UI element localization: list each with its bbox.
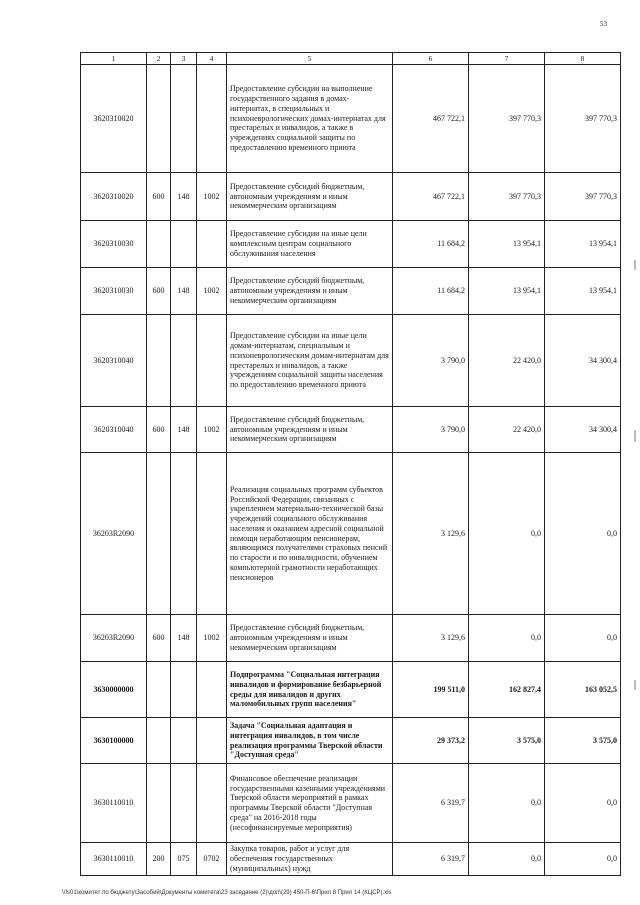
cell-c2: [147, 453, 171, 615]
cell-c2: 200: [147, 843, 171, 876]
margin-mark: [634, 430, 636, 442]
cell-code: 36203R2090: [81, 615, 147, 662]
page-number: 53: [600, 20, 607, 28]
cell-desc: Реализация социальных программ субъектов Российской Федерации, связанных с укреплением материально-технической базы учреждений социального обслуживания населения и оказанием адресной социальной помощи неработающим пенсионерам, являющимся получателями страховых пенсий по старости и по инвалидности, обучением компьютерной грамотности неработающих пенсионеров: [227, 453, 393, 615]
cell-v8: 0,0: [545, 615, 621, 662]
cell-desc: Предоставление субсидии на иные цели комплексным центрам социального обслуживания населения: [227, 221, 393, 268]
cell-desc: Предоставление субсидии на выполнение государственного задания в домах-интернатах, в специальных и психоневрологических домах-интернатах для престарелых и инвалидов, а также в учреждениях социальной защиты по предоставлению временного приюта: [227, 65, 393, 173]
cell-c4: [197, 221, 227, 268]
cell-c3: 148: [171, 615, 197, 662]
cell-code: 3620310040: [81, 407, 147, 453]
header-cell: 6: [393, 53, 469, 65]
cell-v6: 3 790,0: [393, 407, 469, 453]
cell-v7: 0,0: [469, 453, 545, 615]
cell-v7: 13 954,1: [469, 221, 545, 268]
cell-v6: 6 319,7: [393, 843, 469, 876]
cell-c2: [147, 65, 171, 173]
cell-v6: 11 684,2: [393, 268, 469, 315]
cell-v8: 13 954,1: [545, 221, 621, 268]
cell-desc: Финансовое обеспечение реализации государственными казенными учреждениями Тверской области мероприятий в рамках программы Тверской области "Доступная среда" на 2016-2018 годы (несофинансируемые мероприятия): [227, 764, 393, 843]
cell-v6: 3 129,6: [393, 615, 469, 662]
cell-v7: 397 770,3: [469, 65, 545, 173]
header-cell: 3: [171, 53, 197, 65]
table-row: [81, 662, 621, 718]
cell-c2: 600: [147, 407, 171, 453]
cell-desc: Предоставление субсидий бюджетным, автономным учреждениям и иным некоммерческим организациям: [227, 268, 393, 315]
cell-code: 3620310020: [81, 65, 147, 173]
cell-v7: 22 420,0: [469, 315, 545, 407]
cell-c3: [171, 221, 197, 268]
cell-c3: [171, 65, 197, 173]
cell-v8: 3 575,0: [545, 718, 621, 764]
cell-c3: 148: [171, 407, 197, 453]
cell-v6: 3 790,0: [393, 315, 469, 407]
budget-table: [80, 52, 621, 876]
table-row: [81, 843, 621, 876]
cell-v6: 11 684,2: [393, 221, 469, 268]
cell-v8: 397 770,3: [545, 65, 621, 173]
cell-c4: 1002: [197, 615, 227, 662]
cell-c2: 600: [147, 173, 171, 221]
header-cell: 8: [545, 53, 621, 65]
cell-v8: 397 770,3: [545, 173, 621, 221]
cell-desc: Подпрограмма "Социальная интеграция инвалидов и формирование безбарьерной среды для инвалидов и других маломобильных групп населения": [227, 662, 393, 718]
cell-v7: 13 954,1: [469, 268, 545, 315]
cell-v7: 0,0: [469, 615, 545, 662]
cell-c3: 075: [171, 843, 197, 876]
cell-code: 3620310020: [81, 173, 147, 221]
cell-code: 3620310030: [81, 221, 147, 268]
cell-desc: Предоставление субсидии на иные цели домам-интернатам, специальным и психоневрологическим домам-интернатам для престарелых и инвалидов, а также учреждениям социальной защиты населения по предоставлению временного приюта: [227, 315, 393, 407]
cell-c3: [171, 662, 197, 718]
cell-c3: [171, 764, 197, 843]
cell-desc: Предоставление субсидий бюджетным, автономным учреждениям и иным некоммерческим организациям: [227, 615, 393, 662]
cell-v7: 22 420,0: [469, 407, 545, 453]
cell-c4: [197, 453, 227, 615]
table-row: [81, 764, 621, 843]
margin-mark: [634, 680, 636, 690]
cell-v6: 199 511,0: [393, 662, 469, 718]
cell-code: 3630110010: [81, 764, 147, 843]
cell-v8: 34 300,4: [545, 407, 621, 453]
cell-code: 3630000000: [81, 662, 147, 718]
header-cell: 7: [469, 53, 545, 65]
cell-v8: 0,0: [545, 764, 621, 843]
table-row: [81, 268, 621, 315]
cell-v6: 29 373,2: [393, 718, 469, 764]
footer-file-path: \\fs01\комитет по бюджету\Засобий\Документы комитета\23 заседание (2)\доп\(29) 450-П-6\Прил 8 Прил 14 (КЦСР).xls: [62, 890, 392, 896]
header-cell: 5: [227, 53, 393, 65]
cell-v6: 467 722,1: [393, 65, 469, 173]
cell-v8: 0,0: [545, 453, 621, 615]
cell-v8: 34 300,4: [545, 315, 621, 407]
cell-c2: [147, 718, 171, 764]
cell-v8: 0,0: [545, 843, 621, 876]
cell-v6: 6 319,7: [393, 764, 469, 843]
cell-c2: 600: [147, 615, 171, 662]
cell-desc: Задача "Социальная адаптация и интеграция инвалидов, в том числе реализация программы Тверской области "Доступная среда": [227, 718, 393, 764]
cell-v6: 467 722,1: [393, 173, 469, 221]
margin-mark: [634, 260, 636, 270]
cell-code: 3630110010: [81, 843, 147, 876]
cell-c4: [197, 315, 227, 407]
table-row: [81, 65, 621, 173]
header-cell: 2: [147, 53, 171, 65]
cell-c2: [147, 315, 171, 407]
cell-code: 36203R2090: [81, 453, 147, 615]
cell-c3: [171, 453, 197, 615]
cell-desc: Предоставление субсидий бюджетным, автономным учреждениям и иным некоммерческим организациям: [227, 173, 393, 221]
cell-c3: [171, 315, 197, 407]
cell-v7: 397 770,3: [469, 173, 545, 221]
cell-c4: [197, 764, 227, 843]
table-row: [81, 173, 621, 221]
table-row: [81, 315, 621, 407]
table-row: [81, 615, 621, 662]
cell-c4: 1002: [197, 173, 227, 221]
cell-c3: [171, 718, 197, 764]
cell-c4: [197, 718, 227, 764]
table-row: [81, 718, 621, 764]
cell-c4: [197, 662, 227, 718]
cell-c2: [147, 221, 171, 268]
cell-c2: [147, 764, 171, 843]
cell-c4: 0702: [197, 843, 227, 876]
cell-desc: Предоставление субсидий бюджетным, автономным учреждениям и иным некоммерческим организациям: [227, 407, 393, 453]
cell-c2: [147, 662, 171, 718]
cell-desc: Закупка товаров, работ и услуг для обеспечения государственных (муниципальных) нужд: [227, 843, 393, 876]
cell-c4: 1002: [197, 268, 227, 315]
cell-v6: 3 129,6: [393, 453, 469, 615]
table-row: [81, 453, 621, 615]
cell-code: 3620310030: [81, 268, 147, 315]
header-cell: 1: [81, 53, 147, 65]
cell-c4: [197, 65, 227, 173]
table-row: [81, 221, 621, 268]
cell-v7: 162 827,4: [469, 662, 545, 718]
cell-v8: 163 052,5: [545, 662, 621, 718]
cell-v7: 3 575,0: [469, 718, 545, 764]
header-row: [81, 53, 621, 65]
cell-v7: 0,0: [469, 843, 545, 876]
cell-v7: 0,0: [469, 764, 545, 843]
cell-c2: 600: [147, 268, 171, 315]
table-row: [81, 407, 621, 453]
cell-code: 3630100000: [81, 718, 147, 764]
cell-c3: 148: [171, 173, 197, 221]
cell-code: 3620310040: [81, 315, 147, 407]
cell-c3: 148: [171, 268, 197, 315]
header-cell: 4: [197, 53, 227, 65]
cell-v8: 13 954,1: [545, 268, 621, 315]
cell-c4: 1002: [197, 407, 227, 453]
